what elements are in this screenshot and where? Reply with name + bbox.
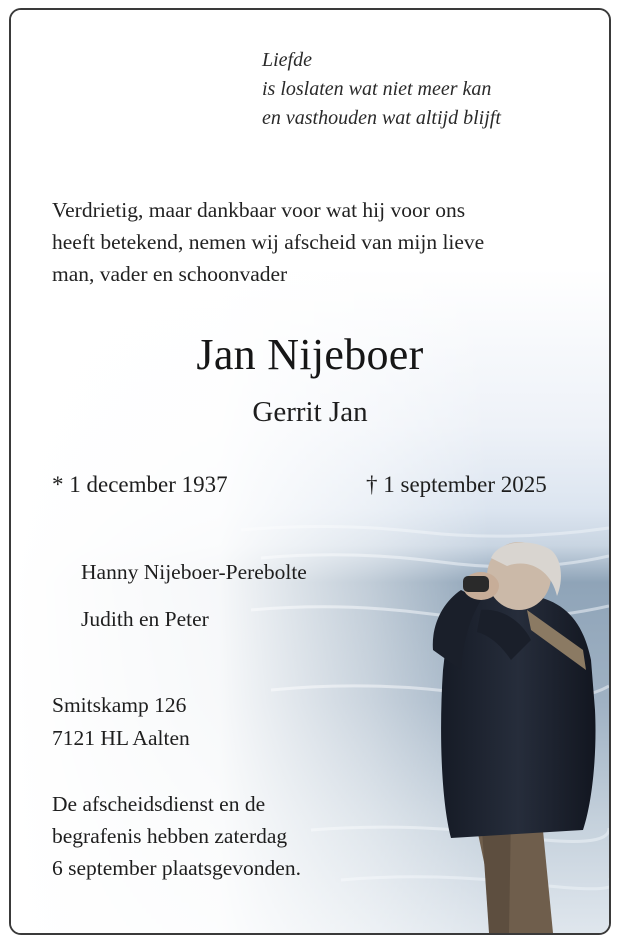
intro-line-1: Verdrietig, maar dankbaar voor wat hij voor ons xyxy=(52,198,466,222)
family-member-2: Judith en Peter xyxy=(81,607,209,631)
address-street: Smitskamp 126 xyxy=(52,693,187,717)
poem-line-2: is loslaten wat niet meer kan xyxy=(262,78,492,100)
deceased-name: Jan Nijeboer xyxy=(196,330,424,379)
death-date: † 1 september 2025 xyxy=(366,472,547,497)
notice-line-2: begrafenis hebben zaterdag xyxy=(52,824,288,848)
deceased-call-name: Gerrit Jan xyxy=(252,396,368,428)
poem-line-3: en vasthouden wat altijd blijft xyxy=(262,107,501,129)
intro-line-3: man, vader en schoonvader xyxy=(52,262,288,286)
address-postal-city: 7121 HL Aalten xyxy=(52,726,190,750)
intro-line-2: heeft betekend, nemen wij afscheid van mijn lieve xyxy=(52,230,485,254)
notice-line-3: 6 september plaatsgevonden. xyxy=(52,856,301,880)
notice-line-1: De afscheidsdienst en de xyxy=(52,792,266,816)
poem-line-1: Liefde xyxy=(262,49,312,71)
birth-date: * 1 december 1937 xyxy=(52,472,228,497)
family-member-1: Hanny Nijeboer-Perebolte xyxy=(81,560,307,584)
obituary-card xyxy=(9,8,611,935)
